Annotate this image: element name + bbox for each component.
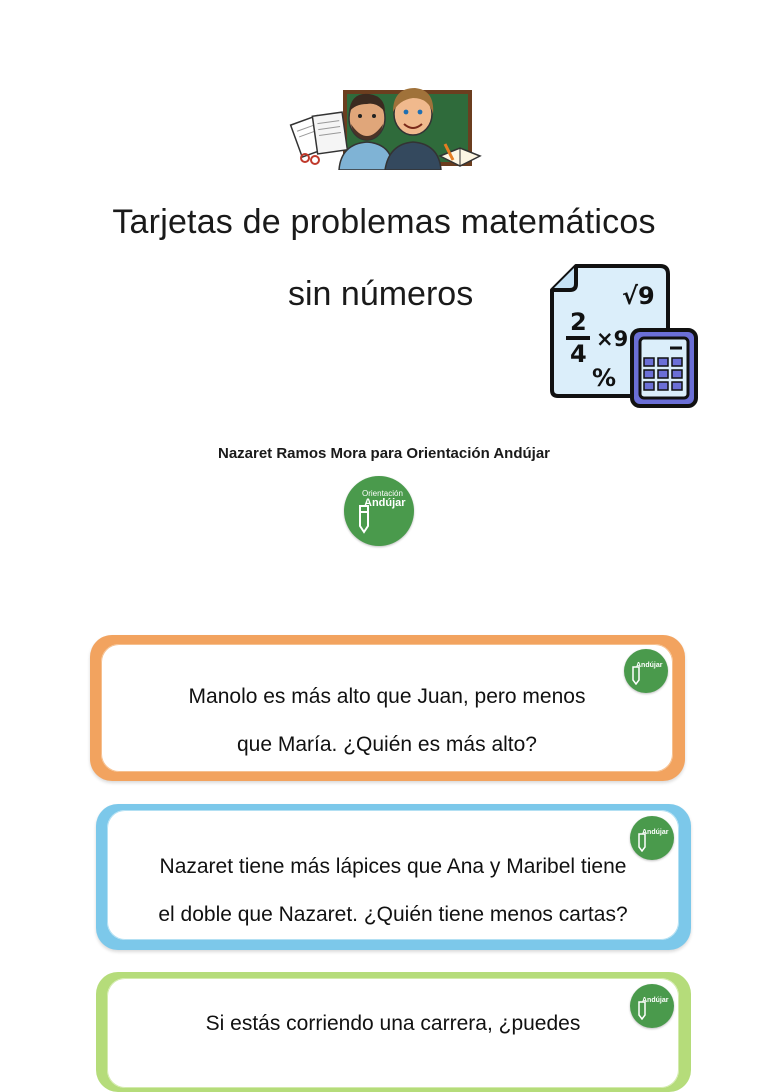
- pencil-icon: [637, 1000, 647, 1020]
- card-1-text-line1: Manolo es más alto que Juan, pero menos: [188, 685, 586, 708]
- card-1-logo-text: Andújar: [636, 662, 663, 669]
- problem-card-3: [96, 972, 691, 1092]
- math-calculator-icon: [548, 262, 700, 412]
- pencil-icon: [637, 832, 647, 852]
- card-1-text-line2: que María. ¿Quién es más alto?: [237, 733, 537, 756]
- card-2-logo-text: Andújar: [642, 829, 669, 836]
- teachers-illustration: [285, 84, 485, 170]
- multiply-text: ×9: [596, 327, 629, 351]
- card-2-text-line2: el doble que Nazaret. ¿Quién tiene menos cartas?: [158, 903, 628, 926]
- card-3-logo-text: Andújar: [642, 997, 669, 1004]
- fraction-numerator: 2: [570, 308, 587, 336]
- problem-card-2: [96, 804, 691, 950]
- page-title-line1: Tarjetas de problemas matemáticos: [112, 203, 656, 241]
- card-1-logo: [624, 649, 668, 693]
- pencil-icon: [631, 665, 641, 685]
- card-2-text-line1: Nazaret tiene más lápices que Ana y Maribel tiene: [159, 855, 627, 878]
- problem-card-1: [90, 635, 685, 781]
- logo-text-top: Orientación: [362, 489, 403, 498]
- percent-symbol: %: [592, 364, 617, 392]
- pencil-icon: [356, 502, 372, 534]
- card-3-text-line1: Si estás corriendo una carrera, ¿puedes: [205, 1012, 581, 1035]
- orientacion-andujar-logo: [344, 476, 414, 546]
- card-3-logo: [630, 984, 674, 1028]
- sqrt-symbol: √9: [622, 282, 655, 310]
- page-title-line2: sin números: [288, 275, 474, 313]
- fraction-denominator: 4: [570, 340, 587, 368]
- logo-text-bottom: Andújar: [364, 497, 406, 509]
- author-credit: Nazaret Ramos Mora para Orientación Andújar: [217, 445, 551, 462]
- card-2-logo: [630, 816, 674, 860]
